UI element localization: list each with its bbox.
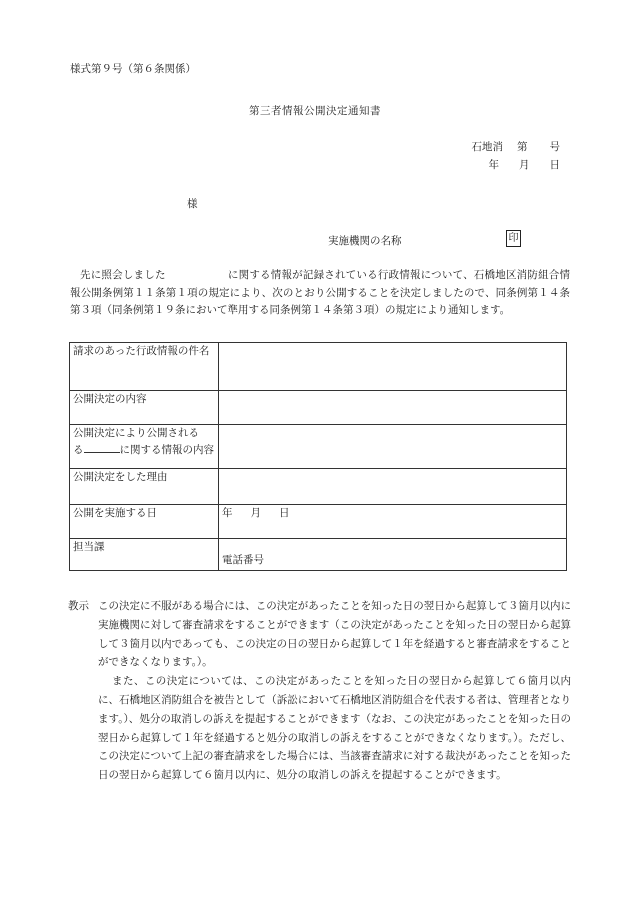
row-value-disclosed-info	[219, 425, 567, 469]
reference-date	[489, 157, 561, 173]
table-row	[70, 505, 567, 539]
notice-para2: また、この決定については、この決定があったことを知った日の翌日から起算して６箇月以内に、石橋地区消防組合を被告として（訴訟において石橋地区消防組合を代表する者は、管理者となります。）、処分の取消しの訴えを提起することができます（なお、この決定があったことを知った日の翌日から起算して１年を経過すると処分の取消しの訴えをすることができなくなります。）。ただし、この決定について上記の審査請求をした場合には、当該審査請求に対する裁決があったことを知った日の翌日から起算して６箇月以内に、処分の取消しの訴えを提起することができます。	[98, 675, 571, 782]
addressee-suffix: 様	[187, 198, 198, 210]
table-row	[70, 391, 567, 425]
table-row	[70, 469, 567, 505]
document-title: 第三者情報公開決定通知書	[249, 105, 381, 117]
row-label-subject: 請求のあった行政情報の件名	[70, 343, 219, 391]
intro-part1: 先に照会しました	[80, 269, 166, 281]
ref-month: 月	[519, 159, 530, 171]
row-value-content	[219, 391, 567, 425]
date-month: 月	[250, 507, 261, 519]
phone-label: 電話番号	[222, 554, 264, 566]
row-label-date: 公開を実施する日	[70, 505, 219, 539]
ref-year: 年	[488, 159, 499, 171]
table-row	[70, 425, 567, 469]
row-value-date	[219, 505, 567, 539]
row-value-department	[219, 539, 567, 571]
row-label-reason: 公開決定をした理由	[70, 469, 219, 505]
row-value-reason	[219, 469, 567, 505]
row3-prefix: る	[73, 444, 84, 456]
row-label-department: 担当課	[70, 539, 219, 571]
notice-first	[68, 597, 571, 672]
intro-paragraph	[70, 267, 570, 320]
name-blank	[84, 441, 120, 453]
date-year: 年	[222, 507, 233, 519]
row-label-content: 公開決定の内容	[70, 391, 219, 425]
notice-para1: この決定に不服がある場合には、この決定があったことを知った日の翌日から起算して３箇月以内に実施機関に対して審査請求をすることができます（この決定があったことを知った日の翌日から起算して３箇月以内であっても、この決定の日の翌日から起算して１年を経過すると審査請求をすることができなくなります。）。	[98, 600, 571, 669]
row-value-subject	[219, 343, 567, 391]
ref-office: 石地消	[471, 141, 503, 153]
intro-part2: に関する情報が記録されている行政情報について、石橋地区消防組合情報公開条例第１１条第１項の規定により、次のとおり公開することを決定しましたので、同条例第１４条第３項（同条例第１９条において準用する同条例第１４条第３項）の規定により通知します。	[70, 269, 570, 316]
row3-label-a: 公開決定により公開される	[73, 427, 199, 439]
table-row	[70, 539, 567, 571]
appeal-notice	[68, 597, 571, 785]
row-label-disclosed-info	[70, 425, 219, 469]
notice-label: 教示	[68, 600, 89, 612]
seal-mark: 印	[506, 230, 521, 247]
reference-number	[472, 139, 561, 155]
ref-go: 号	[549, 141, 560, 153]
row3-label-b: に関する情報の内容	[119, 444, 214, 456]
form-number: 様式第９号（第６条関係）	[70, 63, 196, 75]
ref-day: 日	[549, 159, 560, 171]
decision-table	[69, 342, 567, 571]
table-row	[70, 343, 567, 391]
ref-dai: 第	[517, 141, 528, 153]
date-day: 日	[279, 507, 290, 519]
agency-name-label: 実施機関の名称	[328, 235, 402, 247]
